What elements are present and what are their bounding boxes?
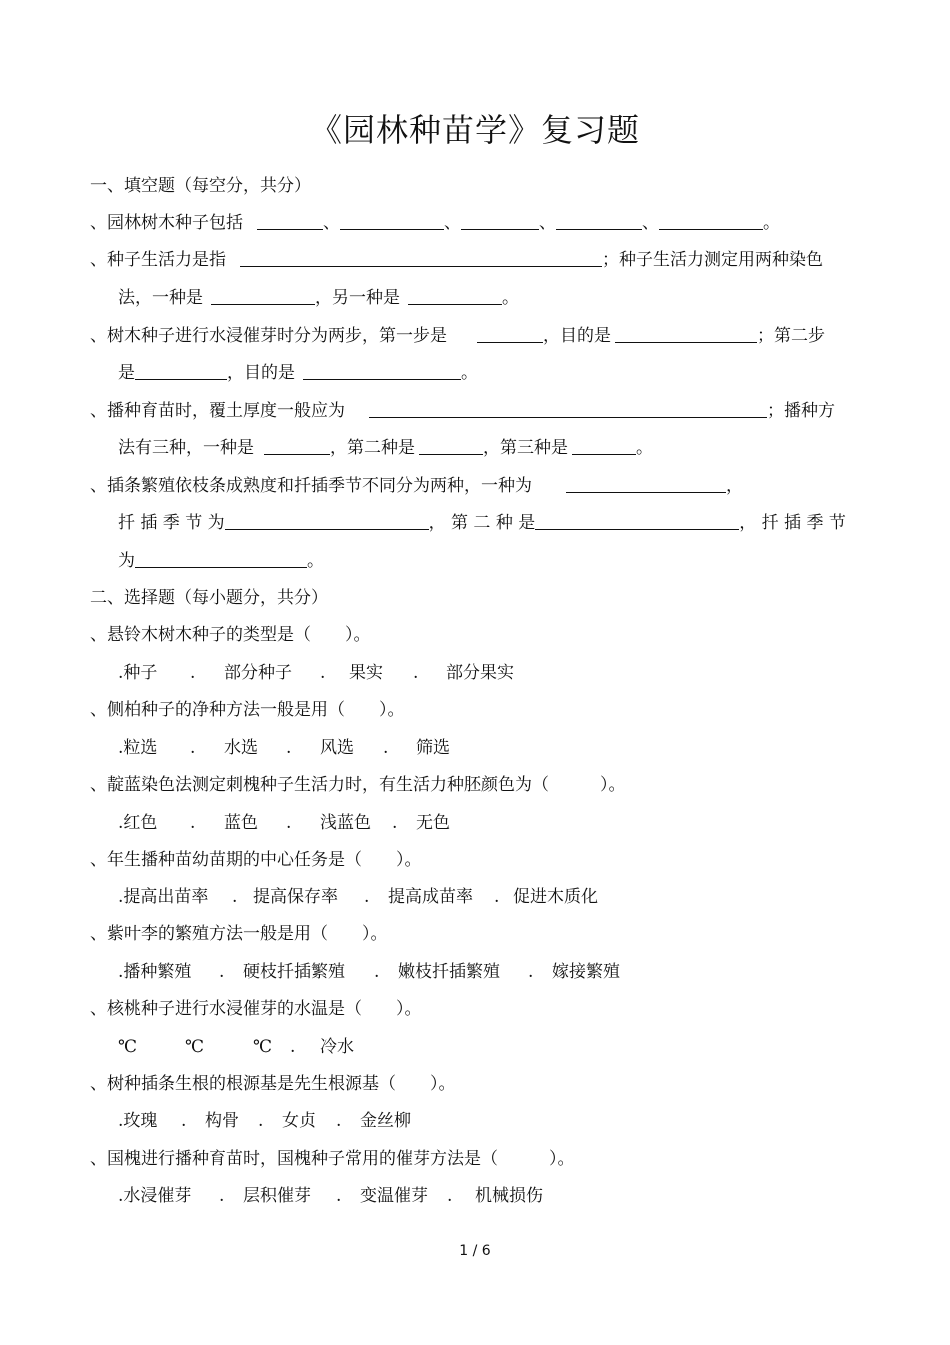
separator: 、 [539, 213, 556, 233]
option-c: 果实 [349, 663, 383, 683]
question-text: ；第二步 [757, 326, 825, 346]
option-dot: . [374, 962, 380, 982]
end-mark: 。 [502, 288, 519, 308]
option-dot: . [413, 663, 419, 683]
page-title: 《园林种苗学》复习题 [309, 111, 640, 149]
answer-blank [257, 212, 323, 230]
option-dot: . [290, 1037, 296, 1057]
option-dot: . [190, 738, 196, 758]
answer-blank [659, 212, 763, 230]
separator: 、 [444, 213, 461, 233]
option-c: ℃ [253, 1037, 273, 1057]
option-a: .红色 [118, 813, 158, 833]
option-dot: . [286, 813, 292, 833]
choice-question-8: 、国槐进行播种育苗时，国槐种子常用的催芽方法是（ ）。 [90, 1149, 575, 1169]
end-mark: 。 [307, 551, 324, 571]
option-c: 提高成苗率 [388, 887, 473, 907]
fill-question-3-cont [118, 361, 478, 385]
option-c: 嫩枝扦插繁殖 [398, 962, 500, 982]
option-b: 水选 [224, 738, 258, 758]
option-dot: . [383, 738, 389, 758]
question-text: ；播种方 [767, 401, 835, 421]
option-dot: . [447, 1186, 453, 1206]
option-dot: . [494, 887, 500, 907]
answer-blank [572, 437, 636, 455]
answer-blank [615, 325, 757, 343]
answer-blank [135, 362, 227, 380]
option-dot: . [528, 962, 534, 982]
question-text: 、播种育苗时，覆土厚度一般应为 [90, 401, 345, 421]
option-a: .播种繁殖 [118, 962, 192, 982]
end-mark: 。 [763, 213, 780, 233]
question-text: ，另一种是 [315, 288, 400, 308]
answer-blank [135, 550, 307, 568]
option-b: 层积催芽 [243, 1186, 311, 1206]
answer-blank [340, 212, 444, 230]
option-dot: . [392, 813, 398, 833]
option-c: 女贞 [282, 1111, 316, 1131]
fill-question-5 [90, 474, 743, 498]
page-number: 1 / 6 [459, 1243, 491, 1259]
question-text: ， 第 二 种 是 [428, 513, 536, 533]
fill-question-5-cont2 [118, 549, 324, 573]
question-text: ，目的是 [543, 326, 611, 346]
option-a: .提高出苗率 [118, 887, 209, 907]
question-text: ，第三种是 [483, 438, 568, 458]
option-b: 硬枝扦插繁殖 [243, 962, 345, 982]
option-dot: . [286, 738, 292, 758]
fill-question-1 [90, 211, 780, 235]
separator: 、 [323, 213, 340, 233]
choice-question-7: 、树种插条生根的根源基是先生根源基（ ）。 [90, 1074, 456, 1094]
option-c: 浅蓝色 [320, 813, 371, 833]
fill-question-4-cont [118, 436, 653, 460]
end-mark: 。 [636, 438, 653, 458]
option-dot: . [190, 663, 196, 683]
fill-question-2 [90, 248, 823, 272]
option-b: 提高保存率 [253, 887, 338, 907]
option-dot: . [320, 663, 326, 683]
section-heading-fill-blank: 一、填空题（每空分，共分） [90, 176, 311, 196]
option-a: .粒选 [118, 738, 158, 758]
option-c: 变温催芽 [360, 1186, 428, 1206]
question-text: 、树木种子进行水浸催芽时分为两步，第一步是 [90, 326, 447, 346]
option-b: 构骨 [205, 1111, 239, 1131]
question-text: ， [726, 476, 743, 496]
option-b: 部分种子 [224, 663, 292, 683]
choice-question-2: 、侧柏种子的净种方法一般是用（ ）。 [90, 700, 405, 720]
answer-blank [303, 362, 461, 380]
end-mark: 。 [461, 363, 478, 383]
option-d: 嫁接繁殖 [552, 962, 620, 982]
option-d: 无色 [416, 813, 450, 833]
answer-blank [566, 475, 726, 493]
question-text: 、园林树木种子包括 [90, 213, 243, 233]
option-b: ℃ [185, 1037, 205, 1057]
option-dot: . [336, 1186, 342, 1206]
fill-question-5-cont [118, 511, 846, 535]
answer-blank [408, 287, 502, 305]
option-dot: . [219, 962, 225, 982]
separator: 、 [642, 213, 659, 233]
option-d: 部分果实 [446, 663, 514, 683]
option-dot: . [364, 887, 370, 907]
option-d: 筛选 [416, 738, 450, 758]
question-text: 扦 插 季 节 为 [118, 513, 225, 533]
answer-blank [264, 437, 330, 455]
option-a: .水浸催芽 [118, 1186, 192, 1206]
option-d: 机械损伤 [475, 1186, 543, 1206]
question-text: 法，一种是 [118, 288, 203, 308]
option-c: 风选 [320, 738, 354, 758]
question-text: 法有三种，一种是 [118, 438, 254, 458]
question-text: 为 [118, 551, 135, 571]
fill-question-3 [90, 324, 825, 348]
option-dot: . [181, 1111, 187, 1131]
question-text: 、种子生活力是指 [90, 250, 226, 270]
choice-question-1: 、悬铃木树木种子的类型是（ ）。 [90, 625, 371, 645]
option-dot: . [258, 1111, 264, 1131]
option-a: .玫瑰 [118, 1111, 158, 1131]
question-text: 、插条繁殖依枝条成熟度和扦插季节不同分为两种，一种为 [90, 476, 532, 496]
choice-question-6: 、核桃种子进行水浸催芽的水温是（ ）。 [90, 999, 422, 1019]
fill-question-2-cont [118, 286, 519, 310]
choice-question-3: 、靛蓝染色法测定刺槐种子生活力时，有生活力种胚颜色为（ ）。 [90, 775, 626, 795]
answer-blank [461, 212, 539, 230]
question-text: ， 扦 插 季 节 [739, 513, 846, 533]
option-d: 促进木质化 [513, 887, 598, 907]
option-dot: . [219, 1186, 225, 1206]
option-d: 金丝柳 [360, 1111, 411, 1131]
option-d: 冷水 [320, 1037, 354, 1057]
fill-question-4 [90, 399, 835, 423]
question-text: ，第二种是 [330, 438, 415, 458]
option-dot: . [336, 1111, 342, 1131]
question-text: 是 [118, 363, 135, 383]
option-dot: . [190, 813, 196, 833]
option-b: 蓝色 [224, 813, 258, 833]
answer-blank [211, 287, 315, 305]
answer-blank [477, 325, 543, 343]
answer-blank [369, 400, 767, 418]
option-a: ℃ [118, 1037, 138, 1057]
option-a: .种子 [118, 663, 158, 683]
choice-question-5: 、紫叶李的繁殖方法一般是用（ ）。 [90, 924, 388, 944]
answer-blank [419, 437, 483, 455]
answer-blank [225, 512, 429, 530]
section-heading-multiple-choice: 二、选择题（每小题分，共分） [90, 588, 328, 608]
answer-blank [240, 249, 602, 267]
answer-blank [535, 512, 739, 530]
question-text: ；种子生活力测定用两种染色 [602, 250, 823, 270]
question-text: ，目的是 [227, 363, 295, 383]
choice-question-4: 、年生播种苗幼苗期的中心任务是（ ）。 [90, 850, 422, 870]
option-dot: . [232, 887, 238, 907]
answer-blank [556, 212, 642, 230]
